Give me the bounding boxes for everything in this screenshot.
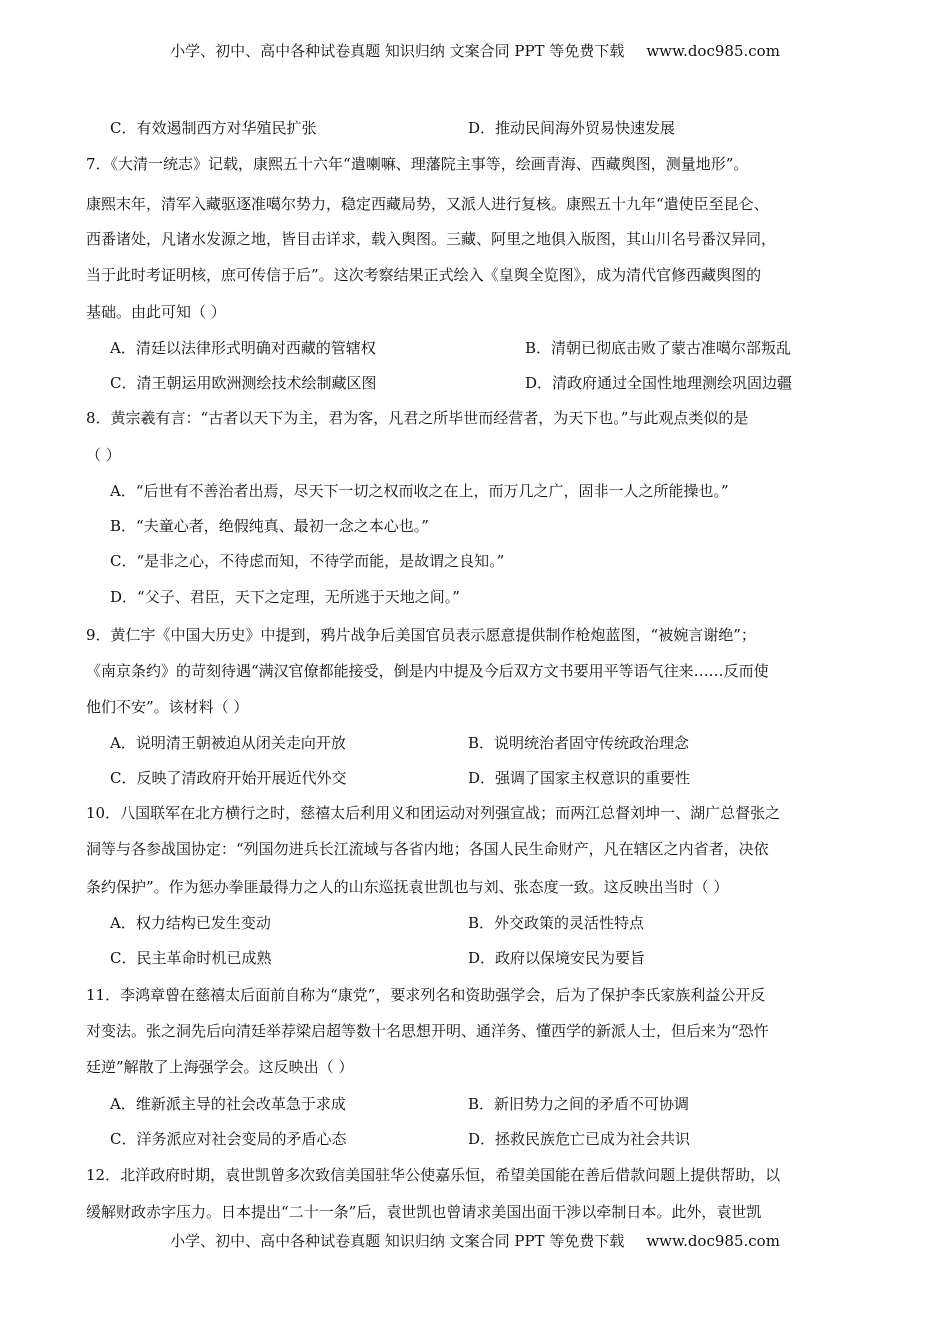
q10-stem-line: 洞等与各参战国协定：“列国勿进兵长江流域与各省内地；各国人民生命财产，凡在辖区之内省者，决依	[86, 840, 769, 858]
q8-option-d: D．“父子、君臣，天下之定理，无所逃于天地之间。”	[110, 588, 460, 606]
q7-stem-line: 当于此时考证明核，庶可传信于后”。这次考察结果正式绘入《皇舆全览图》，成为清代官修西藏舆图的	[86, 266, 762, 284]
q9-stem-line: 他们不安”。该材料（ ）	[86, 698, 249, 716]
q10-option-c: C．民主革命时机已成熟	[110, 949, 272, 967]
q9-option-c: C．反映了清政府开始开展近代外交	[110, 769, 347, 787]
q10-option-b: B．外交政策的灵活性特点	[468, 914, 645, 932]
footer-text: 小学、初中、高中各种试卷真题 知识归纳 文案合同 PPT 等免费下载	[170, 1232, 625, 1250]
q7-option-d: D．清政府通过全国性地理测绘巩固边疆	[525, 374, 793, 392]
q8-option-c: C．“是非之心，不待虑而知，不待学而能，是故谓之良知。”	[110, 552, 505, 570]
q11-option-d: D．拯救民族危亡已成为社会共识	[468, 1130, 691, 1148]
header-text: 小学、初中、高中各种试卷真题 知识归纳 文案合同 PPT 等免费下载	[170, 42, 625, 60]
q10-option-d: D．政府以保境安民为要旨	[468, 949, 646, 967]
q7-option-a: A．清廷以法律形式明确对西藏的管辖权	[110, 339, 376, 357]
q7-stem-line: 康熙末年，清军入藏驱逐准噶尔势力，稳定西藏局势，又派人进行复核。康熙五十九年“遣使臣至昆仑、	[86, 195, 769, 213]
page-header-banner	[0, 41, 950, 61]
q10-stem-line: 10．八国联军在北方横行之时，慈禧太后利用义和团运动对列强宣战；而两江总督刘坤一、湖广总督张之	[86, 804, 781, 822]
q6-option-c: C．有效遏制西方对华殖民扩张	[110, 119, 317, 137]
q10-option-a: A．权力结构已发生变动	[110, 914, 271, 932]
q11-stem-line: 11．李鸿章曾在慈禧太后面前自称为“康党”，要求列名和资助强学会，后为了保护李氏家族利益公开反	[86, 986, 766, 1004]
q12-stem-line: 12．北洋政府时期，袁世凯曾多次致信美国驻华公使嘉乐恒，希望美国能在善后借款问题上提供帮助，以	[86, 1166, 781, 1184]
q8-stem-line: 8．黄宗羲有言：“古者以天下为主，君为客，凡君之所毕世而经营者，为天下也。”与此观点类似的是	[86, 409, 749, 427]
q10-stem-line: 条约保护”。作为惩办拳匪最得力之人的山东巡抚袁世凯也与刘、张态度一致。这反映出当时（ ）	[86, 878, 729, 896]
q7-option-b: B．清朝已彻底击败了蒙古准噶尔部叛乱	[525, 339, 792, 357]
header-site-link[interactable]: www.doc985.com	[646, 42, 780, 60]
q8-option-b: B．“夫童心者，绝假纯真、最初一念之本心也。”	[110, 517, 429, 535]
q11-option-b: B．新旧势力之间的矛盾不可协调	[468, 1095, 690, 1113]
footer-site-link[interactable]: www.doc985.com	[646, 1232, 780, 1250]
q7-stem-line: 西番诸处，凡诸水发源之地，皆目击详求，载入舆图。三藏、阿里之地俱入版图，其山川名号番汉异同，	[86, 230, 777, 248]
q7-stem-line: 基础。由此可知（ ）	[86, 303, 226, 321]
q7-option-c: C．清王朝运用欧洲测绘技术绘制藏区图	[110, 374, 377, 392]
q9-stem-line: 《南京条约》的苛刻待遇“满汉官僚都能接受，倒是内中提及今后双方文书要用平等语气往来……反而使	[86, 662, 769, 680]
q9-option-b: B．说明统治者固守传统政治理念	[468, 734, 690, 752]
q9-option-d: D．强调了国家主权意识的重要性	[468, 769, 691, 787]
q11-option-c: C．洋务派应对社会变局的矛盾心态	[110, 1130, 347, 1148]
page-footer-banner	[0, 1231, 950, 1251]
q8-stem-line: （ ）	[86, 446, 121, 464]
q11-option-a: A．维新派主导的社会改革急于求成	[110, 1095, 346, 1113]
q6-option-d: D．推动民间海外贸易快速发展	[468, 119, 676, 137]
q11-stem-line: 对变法。张之洞先后向清廷举荐梁启超等数十名思想开明、通洋务、懂西学的新派人士，但后来为“恐忤	[86, 1022, 769, 1040]
q11-stem-line: 廷逆”解散了上海强学会。这反映出（ ）	[86, 1058, 354, 1076]
q9-option-a: A．说明清王朝被迫从闭关走向开放	[110, 734, 346, 752]
q8-option-a: A．“后世有不善治者出焉，尽天下一切之权而收之在上，而万几之广，固非一人之所能操也。”	[110, 482, 729, 500]
q12-stem-line: 缓解财政赤字压力。日本提出“二十一条”后，袁世凯也曾请求美国出面干涉以牵制日本。此外，袁世凯	[86, 1203, 762, 1221]
q7-stem-line: 7．《大清一统志》记载，康熙五十六年“遣喇嘛、理藩院主事等，绘画青海、西藏舆图，测量地形”。	[86, 155, 749, 173]
q9-stem-line: 9．黄仁宇《中国大历史》中提到，鸦片战争后美国官员表示愿意提供制作枪炮蓝图，“被婉言谢绝”；	[86, 626, 756, 644]
